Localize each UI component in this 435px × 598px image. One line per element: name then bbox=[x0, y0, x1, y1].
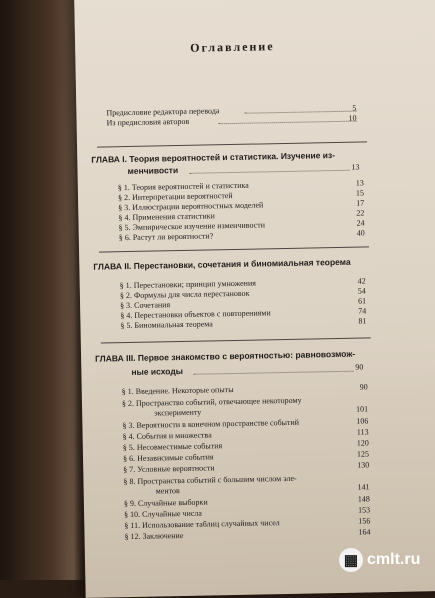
page-number: 125 bbox=[356, 449, 370, 459]
dot-leader bbox=[190, 170, 350, 174]
chapter-title: ГЛАВА III. Первое знакомство с вероятностью: равновозмож- bbox=[95, 348, 356, 364]
toc-item: § 10. Случайные числа bbox=[124, 508, 202, 520]
page-number: 90 bbox=[359, 382, 368, 392]
watermark bbox=[339, 544, 431, 576]
chapter-title: ГЛАВА I. Теория вероятностей и статистика. Изучение из- bbox=[91, 150, 336, 165]
page-number: 153 bbox=[357, 505, 371, 515]
page-number: 17 bbox=[356, 198, 365, 208]
toc-item: § 4. Перестановки объектов с повторениями bbox=[120, 308, 271, 321]
page-number: 130 bbox=[357, 460, 370, 470]
chapter-rule bbox=[101, 337, 371, 343]
chapter-rule bbox=[97, 141, 367, 147]
page-number: 156 bbox=[358, 516, 371, 526]
toc-item: § 1. Введение. Некоторые опыты bbox=[121, 385, 234, 397]
page-number: 42 bbox=[357, 276, 366, 286]
toc-item: § 1. Теория вероятностей и статистика bbox=[117, 180, 249, 193]
chapter-title: ГЛАВА II. Перестановки, сочетания и биномиальная теорема bbox=[93, 256, 351, 272]
toc-item: § 1. Перестановки; принцип умножения bbox=[119, 278, 256, 291]
toc-item: § 3. Вероятности в конечном пространстве событий bbox=[122, 417, 300, 431]
page-number: 10 bbox=[348, 113, 357, 123]
toc-item: § 6. Независимые события bbox=[122, 452, 214, 464]
toc-item: § 2. Интерпретации вероятностей bbox=[117, 190, 233, 203]
page-number: 106 bbox=[356, 416, 369, 426]
page-number: 13 bbox=[355, 178, 364, 188]
page-number: 120 bbox=[356, 438, 369, 448]
page-number: 24 bbox=[356, 218, 365, 228]
book-page bbox=[74, 0, 435, 598]
toc-item-cont: эксперименту bbox=[154, 407, 202, 418]
toc-item: § 4. Применения статистики bbox=[118, 211, 216, 223]
chapter-title-cont: ные исходы bbox=[131, 365, 184, 377]
toc-item-cont: ментов bbox=[155, 486, 180, 496]
page-number: 40 bbox=[356, 228, 365, 238]
toc-item: § 7. Условные вероятности bbox=[123, 463, 215, 475]
page-number: 141 bbox=[357, 482, 370, 492]
toc-item: § 5. Эмпирическое изучение изменчивости bbox=[118, 220, 266, 233]
page-number: 148 bbox=[357, 494, 370, 504]
grid-icon: ▦ bbox=[339, 548, 363, 572]
page-number: 13 bbox=[351, 162, 360, 172]
page-number: 22 bbox=[356, 208, 365, 218]
chapter-rule bbox=[99, 246, 369, 252]
toc-item: § 5. Биномиальная теорема bbox=[120, 319, 213, 331]
page-title: Оглавление bbox=[190, 39, 275, 55]
page-number: 61 bbox=[357, 296, 367, 306]
toc-item: § 2. Формулы для числа перестановок bbox=[119, 288, 250, 301]
watermark-text: cmlt.ru bbox=[367, 551, 421, 568]
toc-item: § 2. Пространство событий, отвечающее некоторому bbox=[121, 395, 302, 409]
page-number: 54 bbox=[357, 286, 366, 296]
toc-item: § 9. Случайные выборки bbox=[123, 497, 208, 509]
page-number: 74 bbox=[358, 306, 367, 316]
dot-leader bbox=[193, 371, 353, 375]
page-number: 90 bbox=[355, 362, 364, 372]
page-number: 81 bbox=[358, 316, 367, 326]
page-number: 15 bbox=[355, 188, 365, 198]
toc-item: § 5. Несовместимые события bbox=[122, 441, 223, 453]
page-number: 113 bbox=[356, 427, 369, 437]
toc-item: § 11. Использование таблиц случайных чисел bbox=[124, 518, 280, 531]
toc-item: § 8. Пространства событий с большим числом эле- bbox=[123, 473, 297, 487]
page-number: 101 bbox=[356, 404, 369, 414]
page-number: 5 bbox=[352, 103, 357, 113]
toc-item: § 3. Иллюстрации вероятностных моделей bbox=[118, 200, 264, 213]
toc-item: § 6. Растут ли вероятности? bbox=[118, 231, 214, 243]
toc-item: § 3. Сочетания bbox=[120, 300, 171, 311]
toc-item: § 12. Заключение bbox=[124, 531, 184, 542]
chapter-title-cont: менчивости bbox=[127, 165, 179, 177]
page-number: 164 bbox=[358, 527, 371, 537]
toc-item: § 4. События и множества bbox=[122, 430, 212, 442]
preface-item: Из предисловия авторов bbox=[106, 116, 190, 128]
preface-item: Предисловие редактора перевода bbox=[106, 106, 220, 118]
